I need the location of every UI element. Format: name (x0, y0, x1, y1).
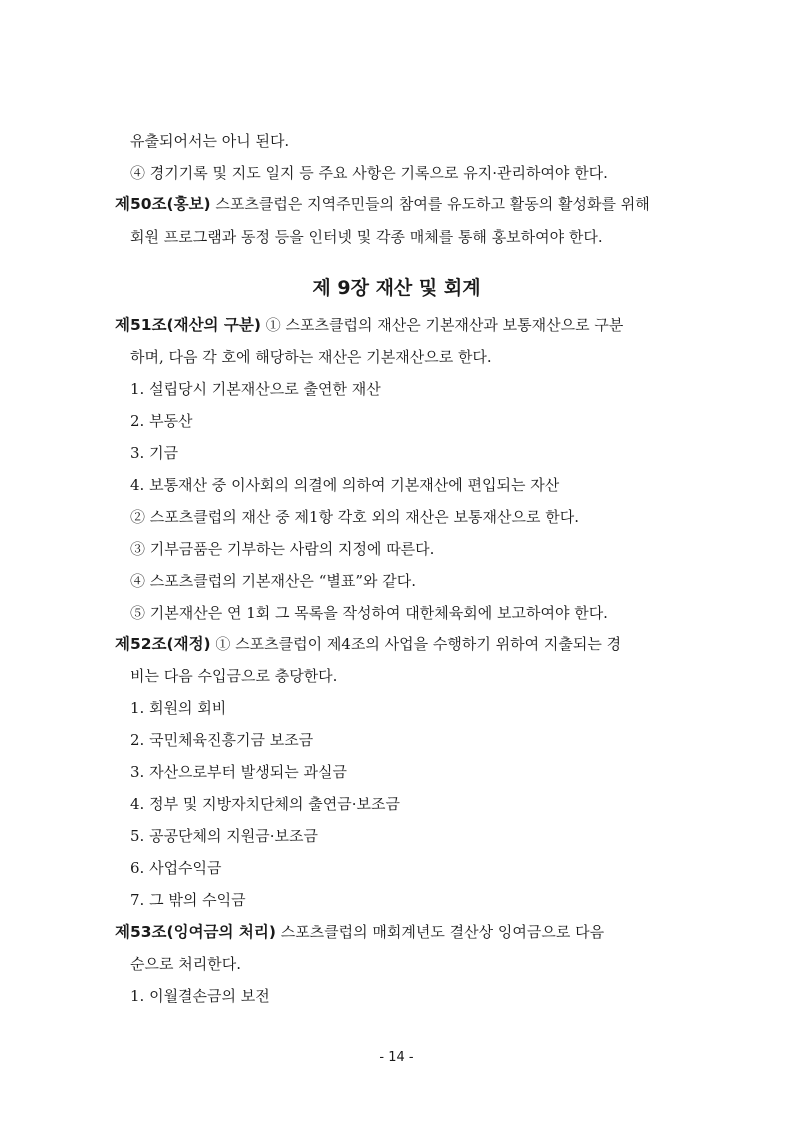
list-item: 2. 부동산 (130, 412, 193, 430)
list-item: 3. 자산으로부터 발생되는 과실금 (130, 763, 347, 781)
list-item: 1. 설립당시 기본재산으로 출연한 재산 (130, 380, 381, 398)
article-52-label: 제52조(재정) (115, 635, 211, 653)
chapter-title: 제 9장 재산 및 회계 (312, 277, 481, 299)
text-line: ④ 경기기록 및 지도 일지 등 주요 사항은 기록으로 유지·관리하여야 한다. (130, 164, 608, 182)
article-51-label: 제51조(재산의 구분) (115, 316, 261, 334)
paragraph: ③ 기부금품은 기부하는 사람의 지정에 따른다. (130, 540, 435, 558)
list-item: 4. 정부 및 지방자치단체의 출연금·보조금 (130, 795, 400, 813)
text-line: 유출되어서는 아니 된다. (130, 132, 290, 150)
article-52-text: ① 스포츠클럽이 제4조의 사업을 수행하기 위하여 지출되는 경 (215, 635, 622, 653)
article-50-text: 스포츠클럽은 지역주민들의 참여를 유도하고 활동의 활성화를 위해 (215, 195, 650, 213)
list-item: 4. 보통재산 중 이사회의 의결에 의하여 기본재산에 편입되는 자산 (130, 476, 560, 494)
list-item: 5. 공공단체의 지원금·보조금 (130, 827, 319, 845)
text-line: 회원 프로그램과 동정 등을 인터넷 및 각종 매체를 통해 홍보하여야 한다. (130, 228, 603, 246)
text-line: 순으로 처리한다. (130, 955, 241, 973)
list-item: 3. 기금 (130, 444, 179, 462)
article-50-label: 제50조(홍보) (115, 195, 211, 213)
paragraph: ② 스포츠클럽의 재산 중 제1항 각호 외의 재산은 보통재산으로 한다. (130, 508, 579, 526)
article-53 (115, 922, 604, 942)
article-52 (115, 634, 621, 654)
list-item: 2. 국민체육진흥기금 보조금 (130, 731, 314, 749)
text-line: 비는 다음 수입금으로 충당한다. (130, 667, 338, 685)
article-53-text: 스포츠클럽의 매회계년도 결산상 잉여금으로 다음 (280, 923, 605, 941)
list-item: 7. 그 밖의 수익금 (130, 891, 246, 909)
list-item: 1. 회원의 회비 (130, 699, 227, 717)
article-53-label: 제53조(잉여금의 처리) (115, 923, 276, 941)
list-item: 6. 사업수익금 (130, 859, 222, 877)
text-line: 하며, 다음 각 호에 해당하는 재산은 기본재산으로 한다. (130, 348, 492, 366)
paragraph: ④ 스포츠클럽의 기본재산은 “별표”와 같다. (130, 572, 417, 590)
list-item: 1. 이월결손금의 보전 (130, 987, 270, 1005)
page-number: - 14 - (379, 1050, 414, 1065)
article-51-text: ① 스포츠클럽의 재산은 기본재산과 보통재산으로 구분 (265, 316, 624, 334)
article-51 (115, 315, 623, 335)
article-50 (115, 194, 650, 214)
paragraph: ⑤ 기본재산은 연 1회 그 목록을 작성하여 대한체육회에 보고하여야 한다. (130, 604, 608, 622)
